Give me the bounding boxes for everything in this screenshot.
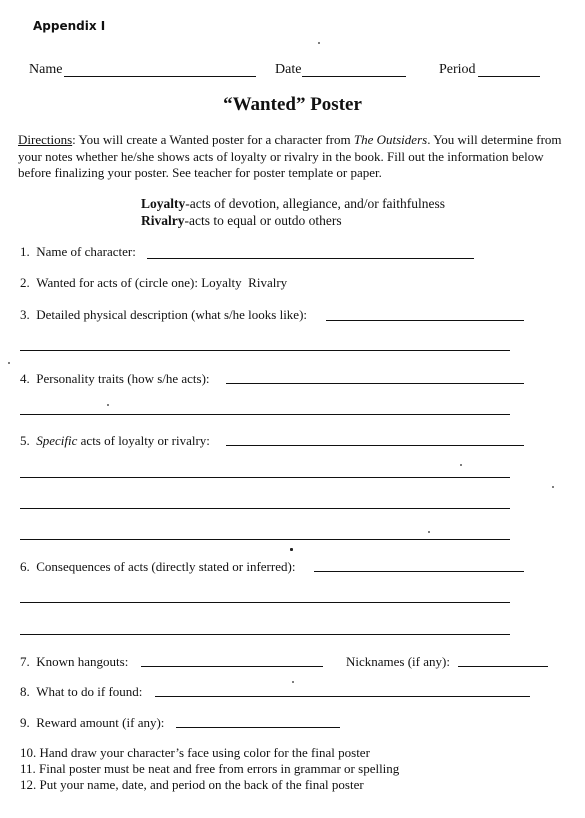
acts-line-4[interactable] [20, 539, 510, 540]
consequences-line-2[interactable] [20, 602, 510, 603]
scan-speck [428, 531, 430, 533]
item-5 [20, 433, 210, 449]
item-number: 1. [20, 244, 30, 259]
rivalry-definition: -acts to equal or outdo others [184, 212, 342, 228]
name-field[interactable] [64, 76, 256, 77]
item-8 [20, 684, 142, 700]
appendix-label: Appendix I [33, 19, 106, 33]
period-label: Period [439, 62, 476, 77]
item-number: 3. [20, 307, 30, 322]
consequences-field[interactable] [314, 571, 524, 572]
item-number: 7. [20, 654, 30, 669]
item-11: 11. Final poster must be neat and free from errors in grammar or spelling [20, 761, 400, 776]
item-label: What to do if found: [36, 684, 143, 699]
scan-speck [460, 464, 462, 466]
item-number: 8. [20, 684, 30, 699]
item-6 [20, 559, 295, 575]
scan-speck [318, 42, 320, 44]
item-emphasis: Specific [36, 433, 78, 448]
nicknames-field[interactable] [458, 666, 548, 667]
what-to-do-field[interactable] [155, 696, 530, 697]
item-1 [20, 244, 136, 260]
item-12: 12. Put your name, date, and period on the back of the final poster [20, 777, 364, 792]
reward-field[interactable] [176, 727, 340, 728]
item-number: 6. [20, 559, 30, 574]
directions-text-after: . You will determine from your notes whether he/she shows acts of loyalty or rivalry in the book. Fill out the information below before finalizing your poster. See teacher for poster template or paper. [18, 132, 562, 180]
loyalty-definition: -acts of devotion, allegiance, and/or faithfulness [185, 196, 446, 211]
acts-line-2[interactable] [20, 477, 510, 478]
personality-traits-field[interactable] [226, 383, 524, 384]
rivalry-term: Rivalry [141, 212, 185, 228]
item-label: Reward amount (if any): [36, 715, 165, 730]
directions-text-before: : You will create a Wanted poster for a character from [72, 132, 354, 147]
item-10: 10. Hand draw your character’s face using color for the final poster [20, 745, 370, 760]
page-title: “Wanted” Poster [223, 94, 362, 115]
physical-description-line-2[interactable] [20, 350, 510, 351]
item-number: 5. [20, 433, 30, 448]
item-number: 4. [20, 371, 30, 386]
period-field[interactable] [478, 76, 540, 77]
acts-line-3[interactable] [20, 508, 510, 509]
directions-label: Directions [18, 132, 73, 147]
scan-speck [8, 362, 10, 364]
item-label: acts of loyalty or rivalry: [77, 433, 210, 448]
personality-traits-line-2[interactable] [20, 414, 510, 415]
item-2 [20, 275, 287, 291]
date-field[interactable] [302, 76, 406, 77]
item-label: Consequences of acts (directly stated or inferred): [36, 559, 296, 574]
item-3 [20, 307, 307, 323]
book-title: The Outsiders [353, 132, 428, 147]
nicknames-label: Nicknames (if any): [346, 654, 450, 669]
directions [18, 132, 566, 182]
date-label: Date [275, 62, 302, 77]
loyalty-term: Loyalty [141, 196, 186, 211]
item-number: 9. [20, 715, 30, 730]
scan-speck [292, 681, 294, 683]
acts-field[interactable] [226, 445, 524, 446]
definitions [141, 196, 445, 229]
name-label: Name [29, 62, 63, 77]
scan-speck [552, 486, 554, 488]
item-label: Detailed physical description (what s/he looks like): [36, 307, 308, 322]
hangouts-field[interactable] [141, 666, 323, 667]
physical-description-field[interactable] [326, 320, 524, 321]
item-label: Known hangouts: [36, 654, 129, 669]
consequences-line-3[interactable] [20, 634, 510, 635]
scan-speck [290, 548, 293, 551]
item-label: Name of character: [36, 244, 136, 259]
scan-speck [107, 404, 109, 406]
item-label: Personality traits (how s/he acts): [36, 371, 210, 386]
item-7 [20, 654, 128, 670]
item-9 [20, 715, 164, 731]
character-name-field[interactable] [147, 258, 474, 259]
item-number: 2. [20, 275, 30, 290]
item-label: Wanted for acts of (circle one): Loyalty Rivalry [36, 275, 288, 290]
item-4 [20, 371, 210, 387]
